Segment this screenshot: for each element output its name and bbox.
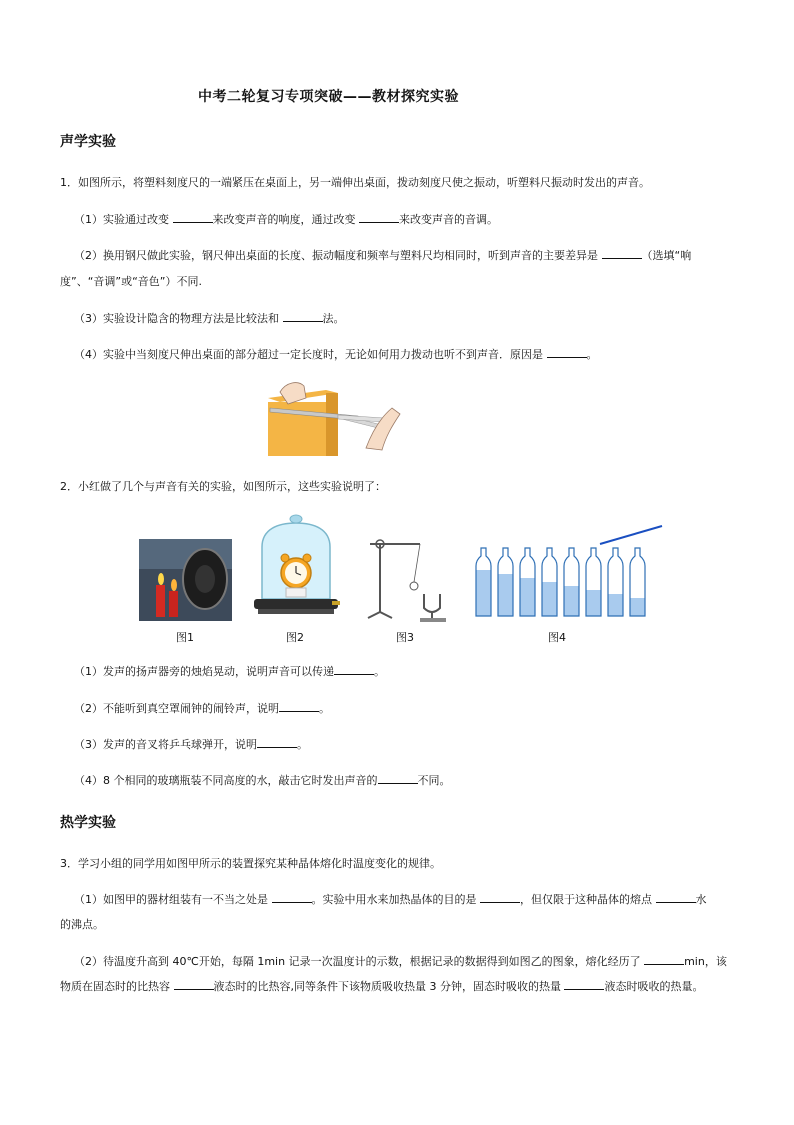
bottle — [586, 548, 601, 616]
question-3-part-2 — [74, 953, 727, 969]
page-title: 中考二轮复习专项突破——教材探究实验 — [198, 89, 459, 105]
bottle — [520, 548, 535, 616]
question-1-part-4 — [74, 346, 598, 362]
q2-p3-text-a: （3）发声的音叉将乒乓球弹开，说明 — [74, 738, 257, 751]
bottle — [542, 548, 557, 616]
bottle — [564, 548, 579, 616]
ping-pong-ball — [410, 582, 418, 590]
ruler-on-table-figure — [268, 378, 408, 456]
answer-blank[interactable] — [283, 311, 323, 322]
answer-blank[interactable] — [279, 701, 319, 712]
q1-p4-text-a: （4）实验中当刻度尺伸出桌面的部分超过一定长度时，无论如何用力拨动也听不到声音．原因是 — [74, 348, 547, 361]
q3-p1-text-b: 。实验中用水来加热晶体的目的是 — [311, 893, 480, 906]
question-2-part-3 — [74, 736, 308, 752]
q1-p1-text-b: 来改变声音的响度，通过改变 — [212, 213, 359, 226]
answer-blank[interactable] — [257, 737, 297, 748]
q2-p3-text-b: 。 — [297, 738, 308, 751]
vacuum-plate — [254, 599, 338, 609]
water-bottles-figure — [472, 522, 664, 618]
q3-p2-text-c: 物质在固态时的比热容 — [60, 980, 174, 993]
q1-p3-text-a: （3）实验设计隐含的物理方法是比较法和 — [74, 312, 283, 325]
speaker-cone — [195, 565, 215, 593]
answer-blank[interactable] — [602, 248, 642, 259]
striking-rod — [600, 526, 662, 544]
q3-p2-text-b: min，该 — [684, 955, 727, 968]
q3-p2-text-d: 液态时的比热容,同等条件下该物质吸收热量 3 分钟，固态时吸收的热量 — [213, 980, 565, 993]
question-1-part-1 — [74, 211, 498, 227]
question-3-part-1-cont: 的沸点。 — [60, 918, 104, 931]
answer-blank[interactable] — [272, 892, 312, 903]
q2-p1-text-a: （1）发声的扬声器旁的烛焰晃动，说明声音可以传递 — [74, 665, 334, 678]
flame — [158, 573, 164, 585]
question-1-part-2 — [74, 247, 691, 263]
foam-pad — [286, 588, 306, 597]
stand-base — [368, 612, 392, 618]
question-3-stem: 3．学习小组的同学用如图甲所示的装置探究某种晶体熔化时温度变化的规律。 — [60, 857, 441, 870]
q2-p2-text-a: （2）不能听到真空罩闹钟的闹铃声，说明 — [74, 702, 279, 715]
tuning-fork-figure — [362, 532, 450, 622]
figure-caption-2: 图2 — [286, 631, 304, 644]
q3-p2-text-a: （2）待温度升高到 40℃开始，每隔 1min 记录一次温度计的示数，根据记录的数据得到如图乙的图象，熔化经历了 — [74, 955, 645, 968]
question-2-part-2 — [74, 700, 330, 716]
bottle — [498, 548, 513, 616]
string — [414, 544, 420, 582]
question-3-part-1 — [74, 891, 707, 907]
candle — [156, 585, 165, 617]
q2-p2-text-b: 。 — [319, 702, 330, 715]
bottle — [630, 548, 645, 616]
answer-blank[interactable] — [173, 212, 213, 223]
answer-blank[interactable] — [334, 664, 374, 675]
figure-caption-3: 图3 — [396, 631, 414, 644]
answer-blank[interactable] — [480, 892, 520, 903]
bottle — [608, 548, 623, 616]
answer-blank[interactable] — [564, 979, 604, 990]
q3-p2-text-e: 液态时吸收的热量。 — [604, 980, 704, 993]
question-2-stem: 2．小红做了几个与声音有关的实验，如图所示，这些实验说明了： — [60, 480, 386, 493]
q1-p3-text-b: 法。 — [322, 312, 345, 325]
bell-jar-figure — [252, 511, 340, 619]
q2-p1-text-b: 。 — [374, 665, 385, 678]
question-3-part-2-cont — [60, 978, 703, 994]
question-1-stem: 1．如图所示，将塑料刻度尺的一端紧压在桌面上，另一端伸出桌面，拨动刻度尺使之振动，听塑料尺振动时发出的声音。 — [60, 176, 650, 189]
q1-p1-text-a: （1）实验通过改变 — [74, 213, 173, 226]
answer-blank[interactable] — [359, 212, 399, 223]
q2-p4-text-b: 不同。 — [417, 774, 451, 787]
section-heading-thermal: 热学实验 — [60, 815, 116, 831]
answer-blank[interactable] — [174, 979, 214, 990]
q1-p2-text-a: （2）换用钢尺做此实验，钢尺伸出桌面的长度、振动幅度和频率与塑料尺均相同时，听到声音的主要差异是 — [74, 249, 602, 262]
speaker-candle-figure — [139, 539, 232, 621]
q3-p1-text-d: 水 — [695, 893, 707, 906]
answer-blank[interactable] — [378, 773, 418, 784]
q3-p1-text-a: （1）如图甲的器材组装有一不当之处是 — [74, 893, 272, 906]
q1-p2-text-b: （选填“响 — [641, 249, 692, 262]
q3-p1-text-c: ，但仅限于这种晶体的熔点 — [520, 893, 656, 906]
tuning-fork — [424, 594, 440, 612]
section-heading-acoustics: 声学实验 — [60, 134, 116, 150]
answer-blank[interactable] — [644, 954, 684, 965]
question-2-part-4 — [74, 772, 451, 788]
answer-blank[interactable] — [656, 892, 696, 903]
figure-caption-4: 图4 — [548, 631, 566, 644]
jar-knob — [290, 515, 302, 523]
question-1-part-2-cont: 度”、“音调”或“音色”）不同. — [60, 275, 202, 288]
q2-p4-text-a: （4）8 个相同的玻璃瓶装不同高度的水，敲击它时发出声音的 — [74, 774, 378, 787]
q1-p1-text-c: 来改变声音的音调。 — [399, 213, 498, 226]
answer-blank[interactable] — [547, 347, 587, 358]
table-leg — [326, 393, 338, 456]
question-1-part-3 — [74, 310, 345, 326]
candle — [169, 591, 178, 617]
figure-caption-1: 图1 — [176, 631, 194, 644]
question-2-part-1 — [74, 663, 385, 679]
valve — [332, 601, 340, 605]
bottle — [476, 548, 491, 616]
flame — [171, 579, 177, 591]
q1-p4-text-b: 。 — [586, 348, 598, 361]
